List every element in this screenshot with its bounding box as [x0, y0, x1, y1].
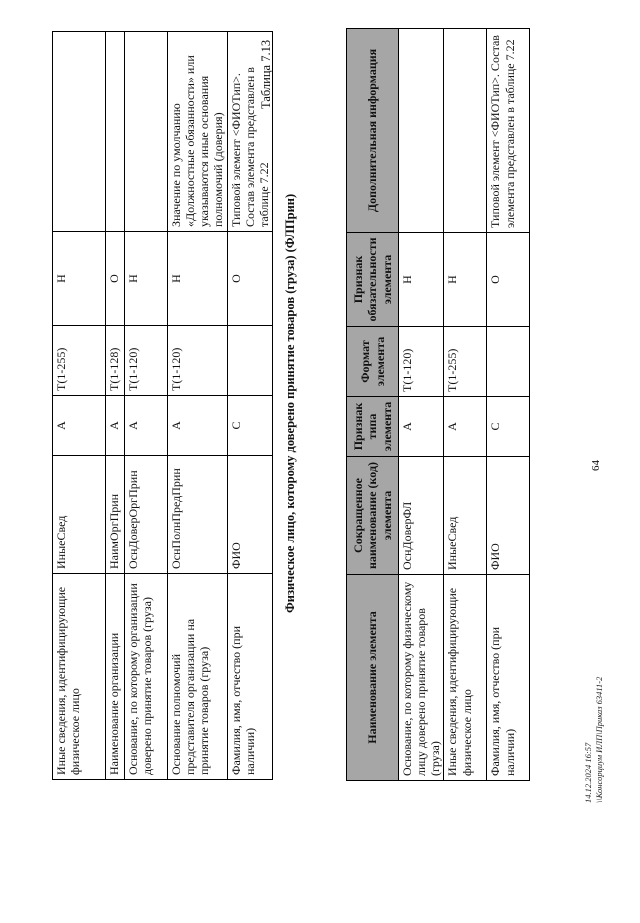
table-row [106, 32, 125, 780]
stamp-path: \\Консорциум ИЛП\Приказ 63411-2 [593, 676, 604, 803]
header-format: Формат элемента [347, 327, 399, 397]
element-type: А [53, 396, 106, 456]
header-row [347, 29, 399, 781]
element-format: Т(1-120) [168, 326, 228, 396]
element-format: Т(1-255) [444, 327, 487, 397]
element-name: Фамилия, имя, отчество (при наличии) [487, 575, 530, 781]
element-format: Т(1-120) [399, 327, 444, 397]
element-code: ФИО [487, 457, 530, 575]
element-code: ФИО [227, 456, 272, 574]
table-7-13 [346, 28, 530, 781]
element-type: А [444, 397, 487, 457]
element-format: Т(1-255) [53, 326, 106, 396]
element-format: Т(1-128) [106, 326, 125, 396]
element-type: А [168, 396, 228, 456]
element-required: Н [125, 232, 168, 326]
table-row [487, 29, 530, 781]
timestamp-stamp [583, 677, 604, 803]
element-name: Иные сведения, идентифицирующие физическое лицо [53, 574, 106, 780]
element-type: А [106, 396, 125, 456]
element-info [106, 32, 125, 232]
element-code: ОснДоверФЛ [399, 457, 444, 575]
table-continuation [52, 31, 273, 780]
element-type: А [125, 396, 168, 456]
element-code: НаимОргПрин [106, 456, 125, 574]
element-info: Типовой элемент <ФИОТип>. Состав элемента представлен в таблице 7.22 [487, 29, 530, 233]
element-code: ИныеСвед [444, 457, 487, 575]
header-code: Сокращенное наименование (код) элемента [347, 457, 399, 575]
table-number: Таблица 7.13 [259, 39, 273, 109]
element-required: Н [168, 232, 228, 326]
element-code: ОснДоверОргПрин [125, 456, 168, 574]
element-name: Основание, по которому организации доверено принятие товаров (груза) [125, 574, 168, 780]
element-info: Значение по умолчанию «Должностные обязанности» или указываются иные основания полномочий (доверия) [168, 32, 228, 232]
element-code: ИныеСвед [53, 456, 106, 574]
table-row [168, 32, 228, 780]
header-info: Дополнительная информация [347, 29, 399, 233]
header-required: Признак обязательности элемента [347, 233, 399, 327]
element-required: О [227, 232, 272, 326]
element-name: Основание, по которому физическому лицу доверено принятие товаров (груза) [399, 575, 444, 781]
element-required: О [487, 233, 530, 327]
element-name: Наименование организации [106, 574, 125, 780]
element-type: С [487, 397, 530, 457]
table-caption: Физическое лицо, которому доверено принятие товаров (груза) (ФЛПрин) [283, 193, 297, 613]
table-row [399, 29, 444, 781]
element-required: Н [399, 233, 444, 327]
header-name: Наименование элемента [347, 575, 399, 781]
element-type: С [227, 396, 272, 456]
element-info [399, 29, 444, 233]
element-format [487, 327, 530, 397]
page-number: 64 [590, 460, 602, 471]
table-row [227, 32, 272, 780]
element-name: Фамилия, имя, отчество (при наличии) [227, 574, 272, 780]
element-code: ОснПолнПредПрин [168, 456, 228, 574]
element-name: Основание полномочий представителя организации на принятие товаров (груза) [168, 574, 228, 780]
table-row [125, 32, 168, 780]
stamp-date: 14.12.2024 16:57 [583, 742, 593, 803]
element-required: Н [53, 232, 106, 326]
element-format [227, 326, 272, 396]
element-required: Н [444, 233, 487, 327]
element-info [53, 32, 106, 232]
table-row [444, 29, 487, 781]
element-info [125, 32, 168, 232]
element-type: А [399, 397, 444, 457]
element-required: О [106, 232, 125, 326]
element-format: Т(1-120) [125, 326, 168, 396]
element-info [444, 29, 487, 233]
element-name: Иные сведения, идентифицирующие физическое лицо [444, 575, 487, 781]
header-type: Признак типа элемента [347, 397, 399, 457]
table-row [53, 32, 106, 780]
element-info: Типовой элемент <ФИОТип>. Состав элемента представлен в таблице 7.22 [227, 32, 272, 232]
